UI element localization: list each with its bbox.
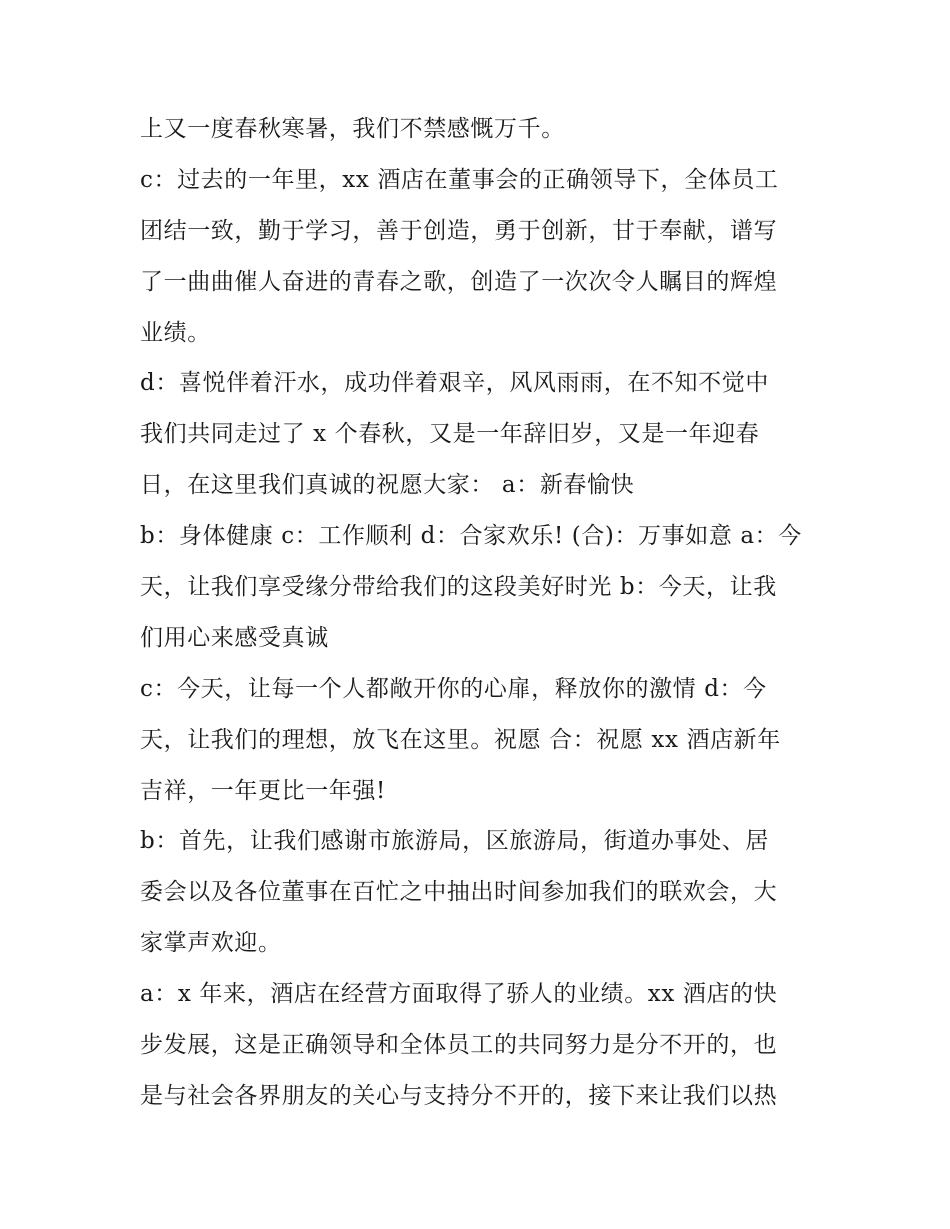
text-line: b：首先，让我们感谢市旅游局，区旅游局，街道办事处、居 xyxy=(140,828,769,855)
text-line: 了一曲曲催人奋进的青春之歌，创造了一次次令人瞩目的辉煌 xyxy=(140,268,778,295)
text-line: 天，让我们享受缘分带给我们的这段美好时光 b：今天，让我 xyxy=(140,574,777,601)
text-line: b：身体健康 c：工作顺利 d：合家欢乐! (合)：万事如意 a：今 xyxy=(140,523,802,550)
text-line: 步发展，这是正确领导和全体员工的共同努力是分不开的，也 xyxy=(140,1032,778,1059)
text-line: c：今天，让每一个人都敞开你的心扉，释放你的激情 d：今 xyxy=(140,675,767,702)
text-line: 们用心来感受真诚 xyxy=(140,624,329,651)
text-line: 我们共同走过了 x 个春秋，又是一年辞旧岁，又是一年迎春 xyxy=(140,421,760,448)
document-body xyxy=(140,104,820,1122)
text-line: 天，让我们的理想，放飞在这里。祝愿 合：祝愿 xx 酒店新年 xyxy=(140,726,781,753)
text-line: 是与社会各界朋友的关心与支持分不开的，接下来让我们以热 xyxy=(140,1082,778,1109)
text-line: 家掌声欢迎。 xyxy=(140,930,282,957)
text-line: 委会以及各位董事在百忙之中抽出时间参加我们的联欢会，大 xyxy=(140,879,778,906)
text-line: 团结一致，勤于学习，善于创造，勇于创新，甘于奉献，谱写 xyxy=(140,217,778,244)
text-line: a：x 年来，酒店在经营方面取得了骄人的业绩。xx 酒店的快 xyxy=(140,981,778,1008)
text-line: c：过去的一年里，xx 酒店在董事会的正确领导下，全体员工 xyxy=(140,166,779,193)
text-line: 上又一度春秋寒暑，我们不禁感慨万千。 xyxy=(140,116,565,142)
text-line: 日，在这里我们真诚的祝愿大家： a：新春愉快 xyxy=(140,472,635,499)
text-line: 吉祥，一年更比一年强! xyxy=(140,777,386,804)
text-line: d：喜悦伴着汗水，成功伴着艰辛，风风雨雨，在不知不觉中 xyxy=(140,370,769,397)
text-line: 业绩。 xyxy=(140,319,211,346)
